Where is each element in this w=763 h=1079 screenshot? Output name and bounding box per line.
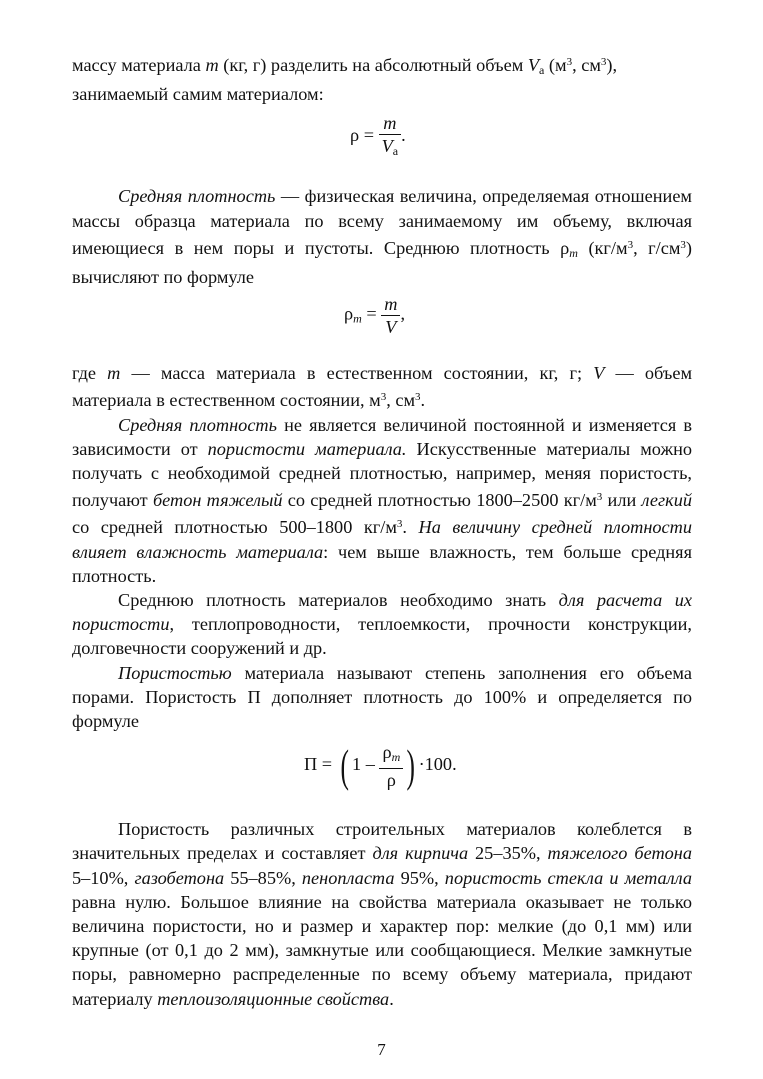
paragraph-3: где m — масса материала в естественном состоянии, кг, г; V — объем материала в естественном состоянии, $м^3$, $см^3$. <box>72 363 693 411</box>
paragraph-2: Средняя плотность — физическая величина, определяемая отношением массы образца материала по всему занимаемому им объему, включая имеющиеся в нем поры и пустоты. Среднюю плотность $\rho_m$ ($кг/м^3$, $г/см^3$) вычисляют по формуле <box>72 186 692 288</box>
paragraph-7: Пористость различных строительных материалов колеблется в значительных пределах и составляет для кирпича 25–35%, тяжелого бетона 5–10%, газобетона 55–85%, пенопласта 95%, пористость стекла и металла равна нулю. Большое влияние на свойства материала оказывает не только величина пористости, но и размер и характер пор: мелкие (до 0,1 мм) или крупные (от 0,1 до 2 мм), замкнутые или сообщающиеся. Мелкие замкнутые поры, равномерно распределенные по всему объему материала, придают материалу теплоизоляционные свойства. <box>72 819 692 1009</box>
paragraph-5: Среднюю плотность материалов необходимо знать для расчета их пористости, теплопроводности, теплоемкости, прочности конструкции, долговечности сооружений и др. <box>72 590 692 659</box>
formula-density: ρ = $\frac{m}{V_a}$ . <box>350 113 406 159</box>
paragraph-1: массу материала m (кг, г) разделить на абсолютный объем $V_a$ ($м^3$, $см^3$), занимаемый самим материалом: <box>72 55 618 105</box>
formula-average-density: $\rho_m$ = $\frac{m}{V}$ , <box>344 294 406 338</box>
paragraph-4: Средняя плотность не является величиной постоянной и изменяется в зависимости от пористости материала. Искусственные материалы можно получать с необходимой средней плотностью, например, меняя пористость, получают бетон тяжелый со средней плотностью 1800–2500 $кг/м^3$ или легкий со средней плотностью 500–1800 $кг/м^3$. На величину средней плотности влияет влажность материала: чем выше влажность, тем больше средняя плотность. <box>72 414 693 586</box>
paragraph-6: Пористостью материала называют степень заполнения его объема порами. Пористость П дополняет плотность до 100% и определяется по формуле <box>72 662 692 732</box>
page-number: 7 <box>377 1040 386 1059</box>
page-body <box>72 50 692 1011</box>
formula-porosity: П = ( 1 – $\frac{\rho_m}{\rho}$ ) ·100. <box>304 740 457 792</box>
